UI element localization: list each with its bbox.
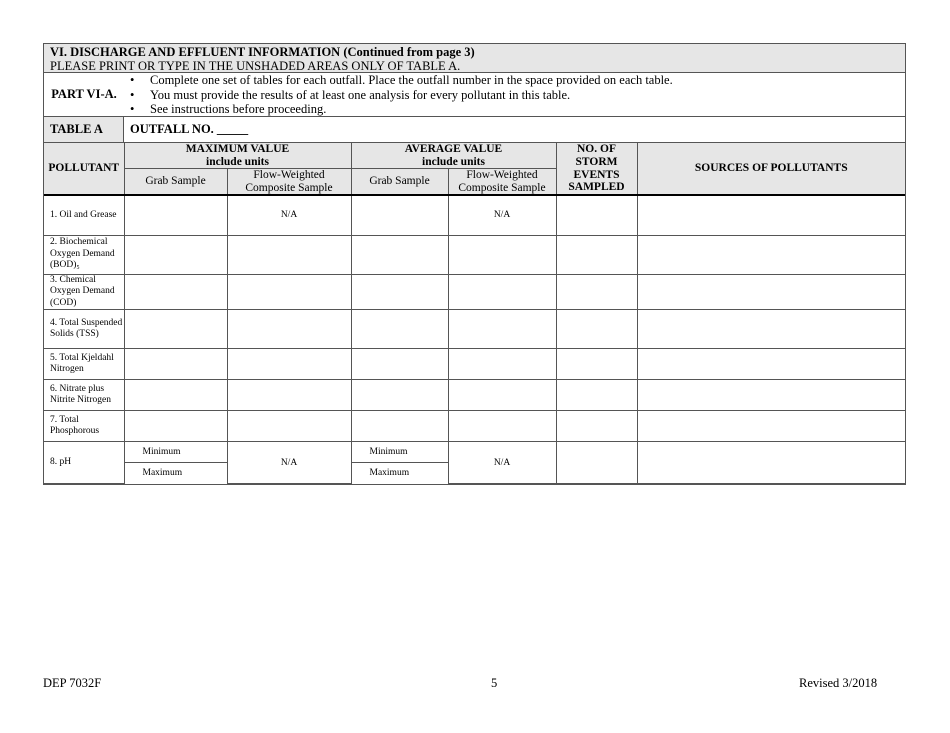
max-maximum-cell[interactable]: Maximum <box>124 463 227 484</box>
avg-flow-cell[interactable] <box>448 411 556 442</box>
col-max-grab: Grab Sample <box>124 169 227 196</box>
section-subtitle: PLEASE PRINT OR TYPE IN THE UNSHADED AREAS ONLY OF TABLE A. <box>50 59 461 73</box>
pollutant-name: 4. Total Suspended Solids (TSS) <box>44 310 124 349</box>
max-flow-cell[interactable] <box>227 411 351 442</box>
col-avg-grab: Grab Sample <box>351 169 448 196</box>
part-label: PART VI-A. <box>51 87 117 101</box>
page-number: 5 <box>491 676 498 690</box>
max-grab-cell[interactable] <box>124 411 227 442</box>
avg-grab-cell[interactable] <box>351 235 448 274</box>
pollutant-name: 8. pH <box>44 442 124 484</box>
instruction-item: • Complete one set of tables for each outfall. Place the outfall number in the space provided on each table. <box>124 73 673 88</box>
sources-cell[interactable] <box>637 349 905 380</box>
sources-cell[interactable] <box>637 310 905 349</box>
col-max-flow: Flow-Weighted Composite Sample <box>227 169 351 196</box>
part-instructions <box>44 73 905 117</box>
instruction-item: • You must provide the results of at least one analysis for every pollutant in this table. <box>124 88 673 103</box>
max-grab-cell[interactable] <box>124 195 227 235</box>
storm-events-cell[interactable] <box>556 274 637 310</box>
form-number: DEP 7032F <box>43 676 102 690</box>
ph-row <box>44 442 905 463</box>
pollutant-name: 2. Biochemical Oxygen Demand (BOD)₅ <box>44 235 124 274</box>
max-grab-cell[interactable] <box>124 380 227 411</box>
max-grab-cell[interactable] <box>124 349 227 380</box>
max-flow-cell: N/A <box>227 442 351 484</box>
storm-events-cell[interactable] <box>556 195 637 235</box>
avg-grab-cell[interactable] <box>351 411 448 442</box>
pollutant-name: 1. Oil and Grease <box>44 195 124 235</box>
section-title: VI. DISCHARGE AND EFFLUENT INFORMATION (Continued from page 3) <box>50 45 475 59</box>
pollutant-name: 3. Chemical Oxygen Demand (COD) <box>44 274 124 310</box>
form-frame <box>43 43 906 485</box>
sources-cell[interactable] <box>637 235 905 274</box>
sources-cell[interactable] <box>637 195 905 235</box>
max-flow-cell[interactable] <box>227 310 351 349</box>
col-storm-top: NO. OF STORM <box>556 143 637 169</box>
col-pollutant: POLLUTANT <box>44 143 124 195</box>
instruction-list <box>124 73 673 116</box>
pollutant-name: 7. Total Phosphorous <box>44 411 124 442</box>
max-units-label: include units <box>206 155 269 168</box>
avg-flow-cell: N/A <box>448 195 556 235</box>
table-a-label: TABLE A <box>44 117 124 142</box>
max-flow-cell[interactable] <box>227 380 351 411</box>
table-row <box>44 380 905 411</box>
max-value-label: MAXIMUM VALUE <box>185 143 290 155</box>
pollutant-name: 5. Total Kjeldahl Nitrogen <box>44 349 124 380</box>
pollutant-name: 6. Nitrate plus Nitrite Nitrogen <box>44 380 124 411</box>
avg-grab-cell[interactable] <box>351 310 448 349</box>
storm-events-cell[interactable] <box>556 349 637 380</box>
avg-value-label: AVERAGE VALUE <box>404 143 503 155</box>
pollutant-table <box>44 143 905 484</box>
max-minimum-cell[interactable]: Minimum <box>124 442 227 463</box>
max-grab-cell[interactable] <box>124 274 227 310</box>
col-avg-flow: Flow-Weighted Composite Sample <box>448 169 556 196</box>
avg-maximum-cell[interactable]: Maximum <box>351 463 448 484</box>
col-avg-value <box>351 143 556 169</box>
sources-cell[interactable] <box>637 380 905 411</box>
sources-cell[interactable] <box>637 274 905 310</box>
storm-events-cell[interactable] <box>556 310 637 349</box>
storm-events-cell[interactable] <box>556 235 637 274</box>
table-row <box>44 411 905 442</box>
col-max-value <box>124 143 351 169</box>
col-storm-bottom: EVENTS SAMPLED <box>556 169 637 196</box>
max-grab-cell[interactable] <box>124 235 227 274</box>
avg-flow-cell[interactable] <box>448 380 556 411</box>
avg-units-label: include units <box>422 155 485 168</box>
avg-flow-cell[interactable] <box>448 349 556 380</box>
col-sources: SOURCES OF POLLUTANTS <box>637 143 905 195</box>
sources-cell[interactable] <box>637 411 905 442</box>
avg-grab-cell[interactable] <box>351 274 448 310</box>
avg-flow-cell[interactable] <box>448 274 556 310</box>
table-row <box>44 349 905 380</box>
avg-flow-cell[interactable] <box>448 310 556 349</box>
avg-flow-cell[interactable] <box>448 235 556 274</box>
outfall-number-field[interactable]: OUTFALL NO. _____ <box>130 122 249 136</box>
max-flow-cell[interactable] <box>227 274 351 310</box>
storm-events-cell[interactable] <box>556 411 637 442</box>
section-header <box>44 44 905 73</box>
avg-grab-cell[interactable] <box>351 380 448 411</box>
revision-date: Revised 3/2018 <box>799 676 878 690</box>
avg-flow-cell: N/A <box>448 442 556 484</box>
instruction-item: • See instructions before proceeding. <box>124 102 673 117</box>
max-flow-cell[interactable] <box>227 235 351 274</box>
max-flow-cell[interactable] <box>227 349 351 380</box>
storm-events-cell[interactable] <box>556 442 637 484</box>
table-row <box>44 274 905 310</box>
table-row <box>44 235 905 274</box>
avg-grab-cell[interactable] <box>351 349 448 380</box>
sources-cell[interactable] <box>637 442 905 484</box>
table-row <box>44 310 905 349</box>
storm-events-cell[interactable] <box>556 380 637 411</box>
avg-grab-cell[interactable] <box>351 195 448 235</box>
avg-minimum-cell[interactable]: Minimum <box>351 442 448 463</box>
table-a-header <box>44 117 905 143</box>
max-flow-cell: N/A <box>227 195 351 235</box>
max-grab-cell[interactable] <box>124 310 227 349</box>
table-row <box>44 195 905 235</box>
